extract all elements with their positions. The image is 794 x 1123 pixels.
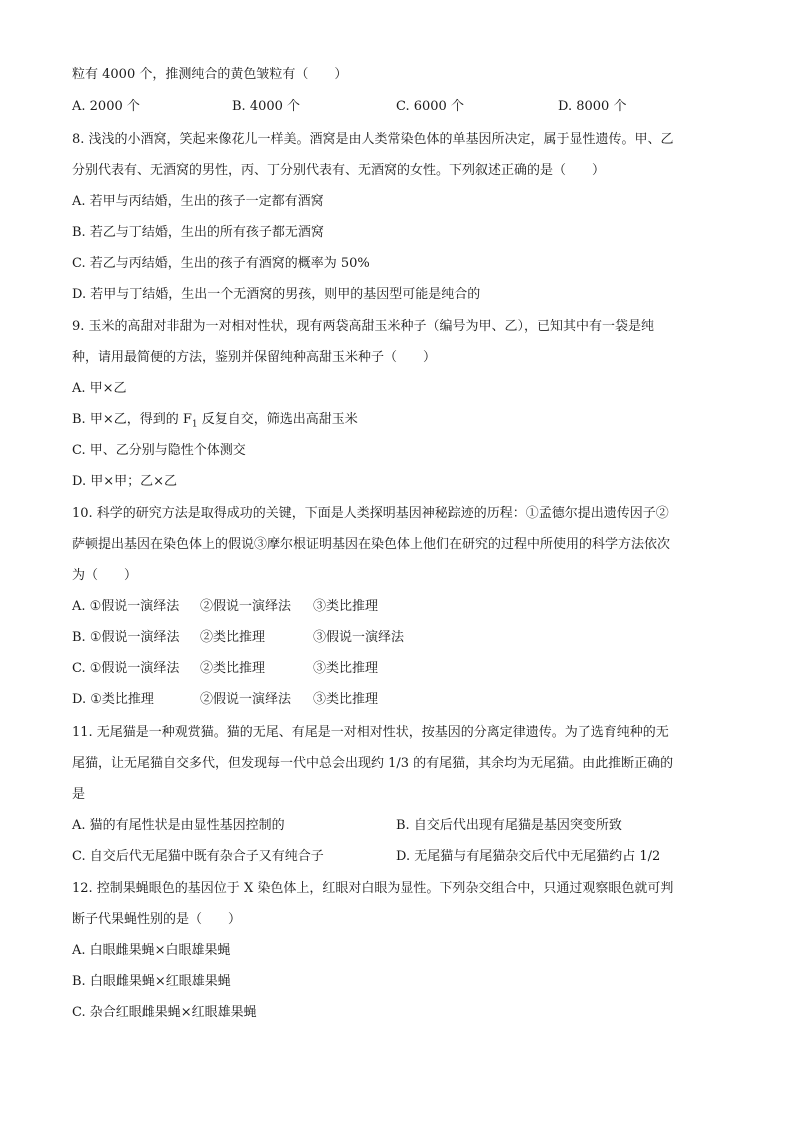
q7-option-c: C. 6000 个 bbox=[396, 99, 464, 114]
q10-option-d-col1: D. ①类比推理 bbox=[72, 692, 154, 707]
q10-stem-line3: 为（ ） bbox=[72, 568, 138, 583]
q8-option-d: D. 若甲与丁结婚，生出一个无酒窝的男孩，则甲的基因型可能是纯合的 bbox=[72, 287, 481, 302]
q10-option-c-col2: ②类比推理 bbox=[200, 661, 266, 676]
q9-option-b bbox=[72, 411, 358, 434]
q10-option-d-col3: ③类比推理 bbox=[313, 692, 379, 707]
q12-option-a: A. 白眼雌果蝇×白眼雄果蝇 bbox=[72, 943, 231, 958]
q12-option-b: B. 白眼雌果蝇×红眼雄果蝇 bbox=[72, 974, 231, 989]
q11-stem-line2: 尾猫，让无尾猫自交多代，但发现每一代中总会出现约 1/3 的有尾猫，其余均为无尾猫。由此推断正确的 bbox=[72, 756, 674, 771]
q10-option-b-col3: ③假说一演绎法 bbox=[313, 630, 405, 645]
q8-option-a: A. 若甲与丙结婚，生出的孩子一定都有酒窝 bbox=[72, 194, 324, 209]
q9-option-a: A. 甲×乙 bbox=[72, 381, 127, 396]
q12-stem-line2: 断子代果蝇性别的是（ ） bbox=[72, 912, 242, 927]
q12-option-c: C. 杂合红眼雌果蝇×红眼雄果蝇 bbox=[72, 1005, 257, 1020]
q12-stem-line1: 12. 控制果蝇眼色的基因位于 X 染色体上，红眼对白眼为显性。下列杂交组合中，只通过观察眼色就可判 bbox=[72, 881, 674, 896]
q10-stem-line1: 10. 科学的研究方法是取得成功的关键，下面是人类探明基因神秘踪迹的历程：①孟德尔提出遗传因子② bbox=[72, 506, 669, 521]
q8-option-b: B. 若乙与丁结婚，生出的所有孩子都无酒窝 bbox=[72, 225, 324, 240]
q7-stem-continued: 粒有 4000 个，推测纯合的黄色皱粒有（ ） bbox=[72, 67, 348, 82]
q10-option-d-col2: ②假说一演绎法 bbox=[200, 692, 292, 707]
q11-option-b: B. 自交后代出现有尾猫是基因突变所致 bbox=[396, 818, 622, 833]
q10-option-a-col1: A. ①假说一演绎法 bbox=[72, 599, 180, 614]
q10-option-a-col2: ②假说一演绎法 bbox=[200, 599, 292, 614]
q10-option-b-col2: ②类比推理 bbox=[200, 630, 266, 645]
q10-option-c-col3: ③类比推理 bbox=[313, 661, 379, 676]
q11-stem-line1: 11. 无尾猫是一种观赏猫。猫的无尾、有尾是一对相对性状，按基因的分离定律遗传。为了选育纯种的无 bbox=[72, 725, 669, 740]
q9-option-b-pre: B. 甲×乙，得到的 F bbox=[72, 412, 192, 427]
q9-stem-line2: 种，请用最简便的方法，鉴别并保留纯种高甜玉米种子（ ） bbox=[72, 350, 437, 365]
q9-option-b-post: 反复自交，筛选出高甜玉米 bbox=[197, 412, 358, 427]
q7-option-b: B. 4000 个 bbox=[232, 99, 301, 114]
q7-option-a: A. 2000 个 bbox=[72, 99, 140, 114]
q10-stem-line2: 萨顿提出基因在染色体上的假说③摩尔根证明基因在染色体上他们在研究的过程中所使用的科学方法依次 bbox=[72, 537, 671, 552]
q10-option-b-col1: B. ①假说一演绎法 bbox=[72, 630, 180, 645]
q11-option-d: D. 无尾猫与有尾猫杂交后代中无尾猫约占 1/2 bbox=[396, 849, 661, 864]
q8-stem-line2: 分别代表有、无酒窝的男性，丙、丁分别代表有、无酒窝的女性。下列叙述正确的是（ ） bbox=[72, 163, 606, 178]
q9-option-c: C. 甲、乙分别与隐性个体测交 bbox=[72, 443, 246, 458]
q7-option-d: D. 8000 个 bbox=[558, 99, 627, 114]
q10-option-c-col1: C. ①假说一演绎法 bbox=[72, 661, 180, 676]
q9-option-d: D. 甲×甲；乙×乙 bbox=[72, 474, 178, 489]
q9-option-b-subscript: 1 bbox=[191, 419, 198, 430]
q11-option-a: A. 猫的有尾性状是由显性基因控制的 bbox=[72, 818, 285, 833]
q8-option-c: C. 若乙与丙结婚，生出的孩子有酒窝的概率为 50% bbox=[72, 256, 370, 271]
q10-option-a-col3: ③类比推理 bbox=[313, 599, 379, 614]
q11-stem-line3: 是 bbox=[72, 787, 86, 802]
q9-stem-line1: 9. 玉米的高甜对非甜为一对相对性状，现有两袋高甜玉米种子（编号为甲、乙），已知其中有一袋是纯 bbox=[72, 319, 655, 334]
q11-option-c: C. 自交后代无尾猫中既有杂合子又有纯合子 bbox=[72, 849, 324, 864]
q8-stem-line1: 8. 浅浅的小酒窝，笑起来像花儿一样美。酒窝是由人类常染色体的单基因所决定，属于显性遗传。甲、乙 bbox=[72, 132, 674, 147]
